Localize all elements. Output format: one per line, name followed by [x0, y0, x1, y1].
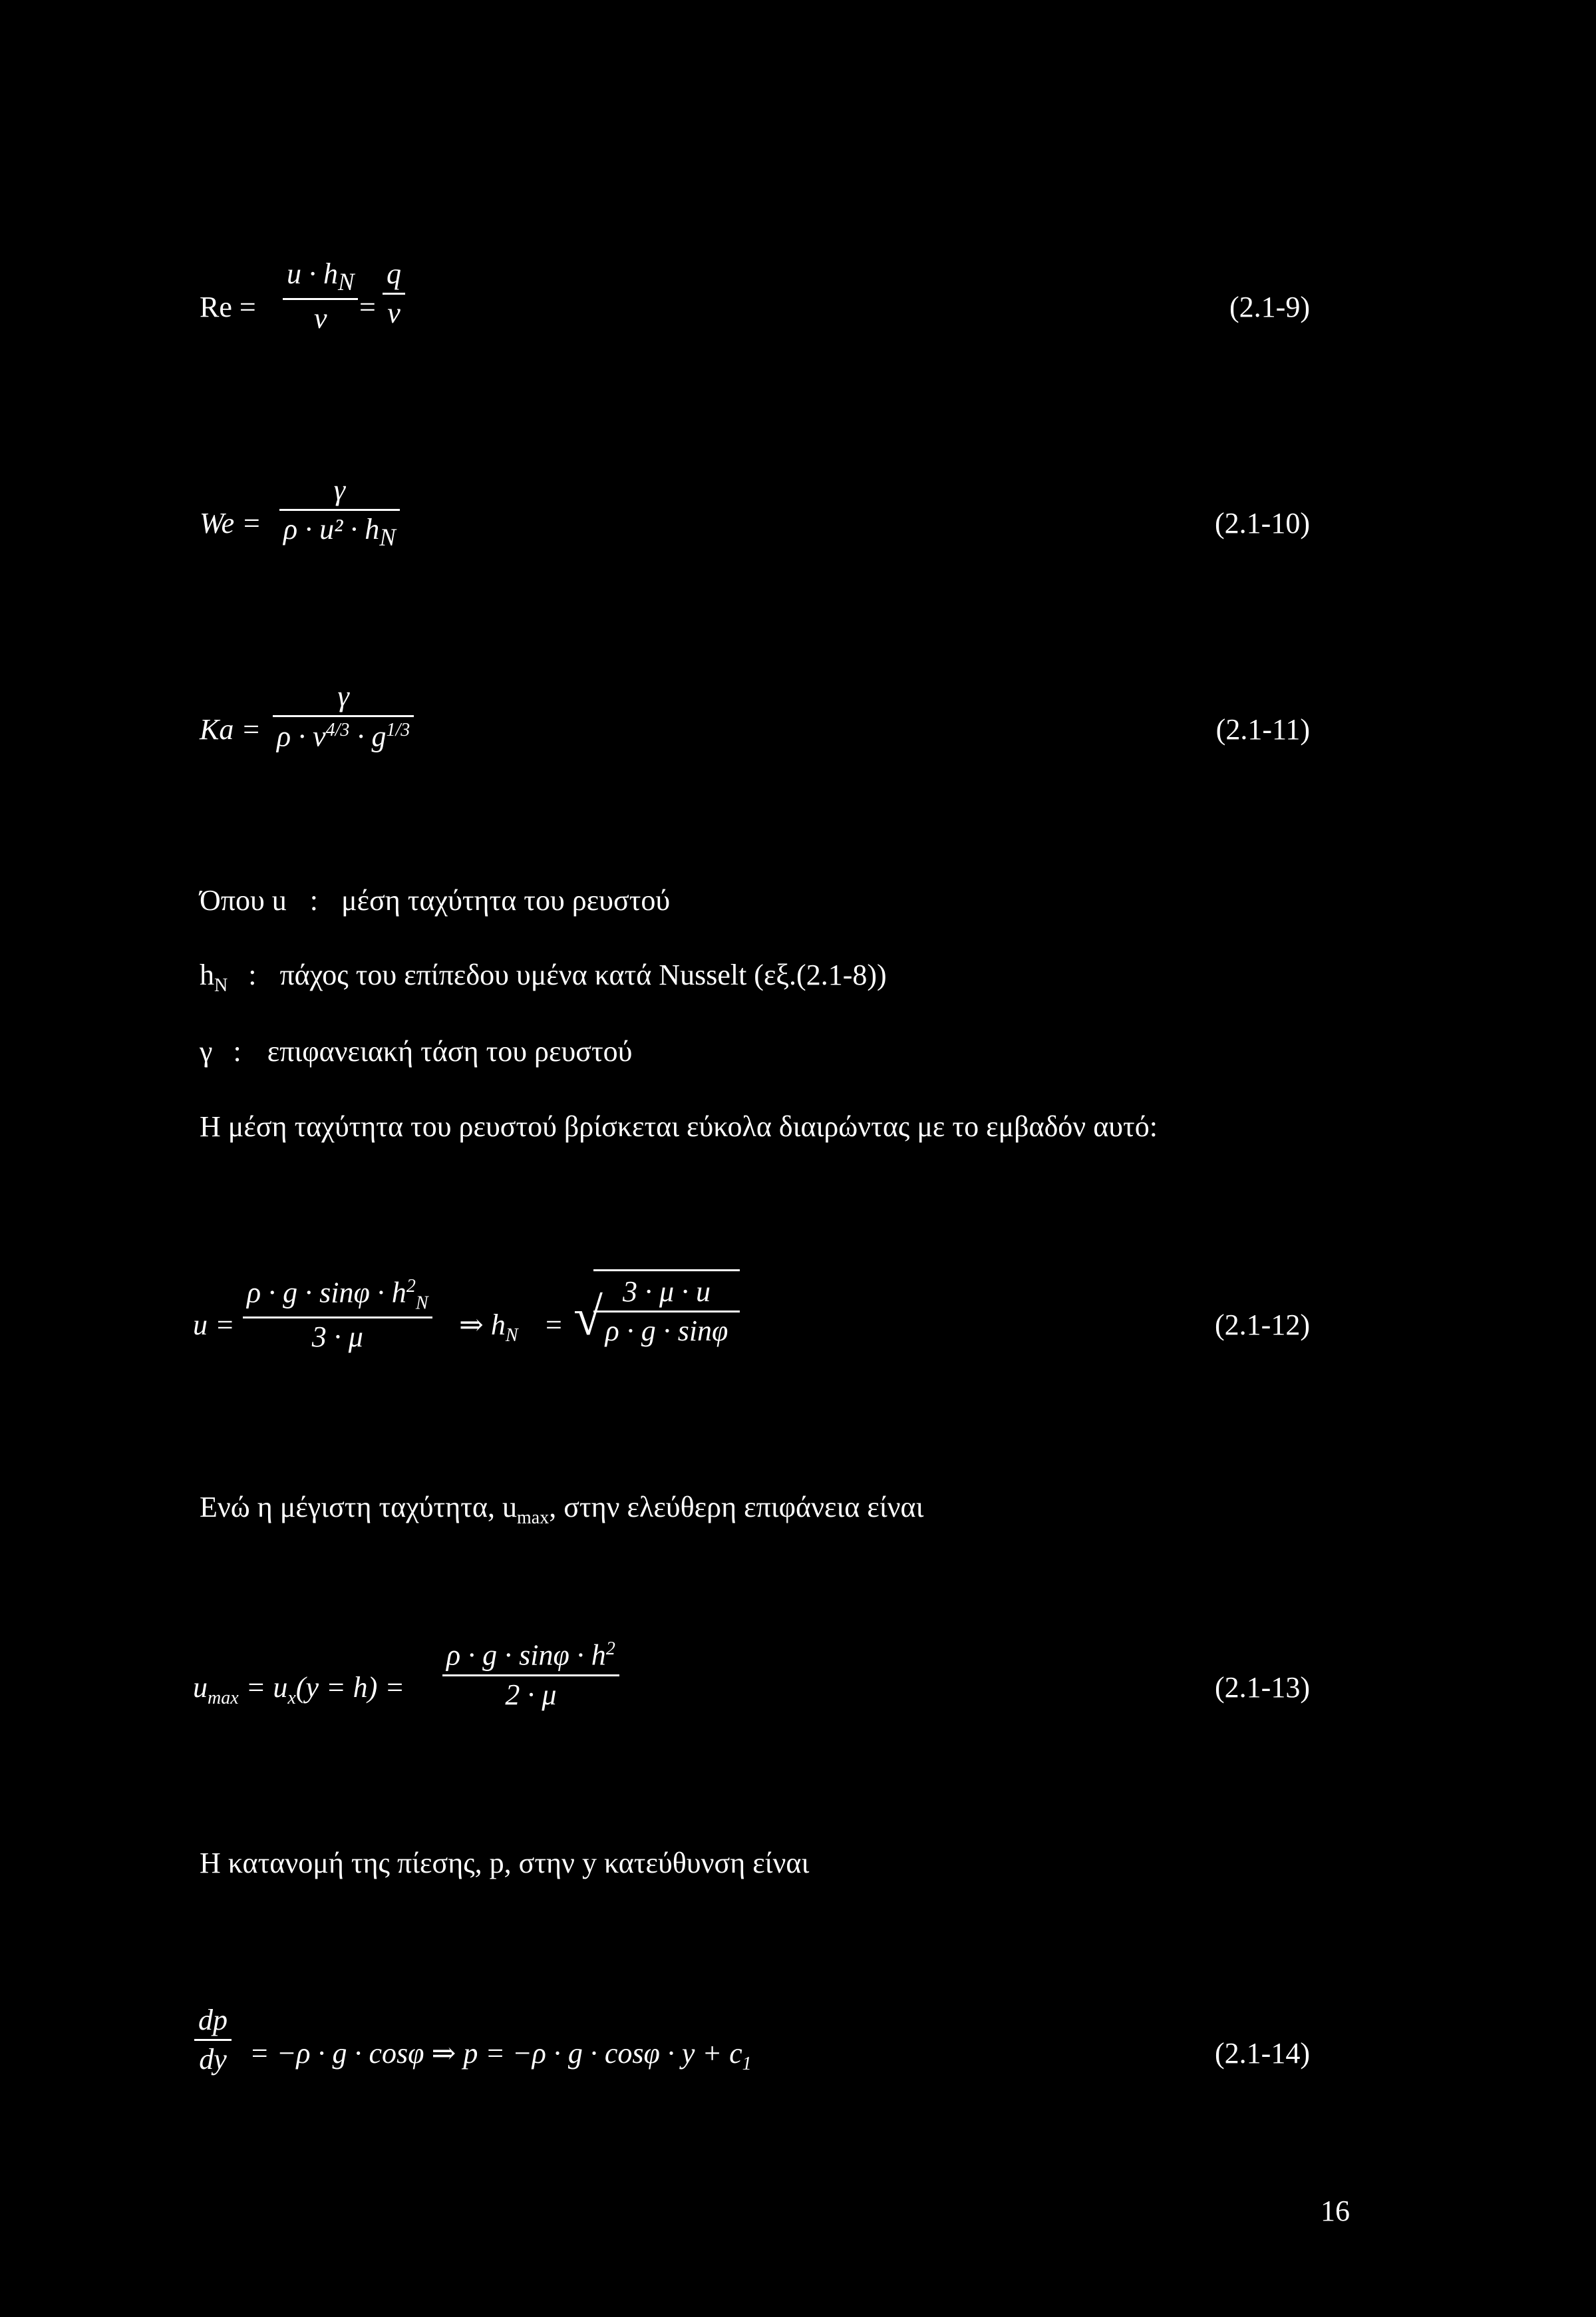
paragraph-mean-velocity: Η μέση ταχύτητα του ρευστού βρίσκεται εύκολα διαιρώντας με το εμβαδόν αυτό:	[200, 1110, 1158, 1143]
paragraph-pressure: Η κατανομή της πίεσης, p, στην y κατεύθυνση είναι	[200, 1847, 810, 1879]
equation-number: (2.1-14)	[1215, 2037, 1310, 2070]
fraction-bar	[194, 2039, 232, 2041]
kapitza-lhs: Ka =	[200, 713, 261, 746]
kapitza-fraction: γ $\rho \cdot \nu^{4/3} \cdot g^{1/3}$	[273, 682, 414, 752]
reynolds-fraction-2: q ν	[383, 259, 405, 328]
definition-gamma: γ : επιφανειακή τάση του ρευστού	[200, 1035, 633, 1068]
equation-number: (2.1-12)	[1215, 1309, 1310, 1341]
equation-number: (2.1-10)	[1215, 507, 1310, 540]
definition-hn: $h_N$ : πάχος του επίπεδου υμένα κατά Nusselt (εξ.(2.1-8))	[200, 959, 887, 996]
mean-velocity-lhs: u =	[193, 1309, 235, 1341]
equation-number: (2.1-11)	[1215, 713, 1310, 746]
equation-number: (2.1-13)	[1215, 1671, 1310, 1704]
implies-arrow: ⇒ $h_N$	[459, 1309, 518, 1346]
sqrt-overline	[593, 1269, 740, 1271]
reynolds-lhs: Re =	[200, 291, 256, 323]
equation-number: (2.1-9)	[1229, 291, 1310, 323]
weber-lhs: We =	[200, 507, 261, 540]
fraction-bar	[243, 1316, 432, 1318]
paragraph-max-velocity: Ενώ η μέγιστη ταχύτητα, $u_{max}$, στην ελεύθερη επιφάνεια είναι	[200, 1491, 924, 1528]
dp-dy-fraction: dp dy	[194, 2006, 232, 2074]
sqrt-sign: √	[573, 1288, 603, 1346]
fraction-bar	[442, 1674, 619, 1676]
pressure-rhs: = −ρ · g · cosφ ⇒ $p = -\rho \cdot g \cdot \cos\varphi \cdot y + c_1$	[249, 2037, 752, 2074]
fraction-bar	[279, 509, 400, 511]
max-velocity-fraction: $\rho \cdot g \cdot \sin\varphi \cdot h^2$ 2 · μ	[442, 1640, 619, 1710]
fraction-bar	[283, 298, 358, 300]
sqrt-fraction: 3 · μ · u ρ · g · sinφ	[593, 1277, 740, 1346]
weber-fraction: γ $\rho \cdot u^2 \cdot h_N$	[279, 476, 400, 549]
fraction-bar	[273, 715, 414, 717]
fraction-bar	[593, 1311, 740, 1313]
fraction-bar	[383, 293, 405, 295]
definition-u: Όπου u : μέση ταχύτητα του ρευστού	[200, 884, 671, 917]
max-velocity-lhs: $u_{max} = u_x(y = h)$ =	[193, 1671, 405, 1708]
reynolds-fraction-1: $u \cdot h_N$ ν	[283, 259, 358, 333]
mean-velocity-fraction: $\rho \cdot g \cdot \sin\varphi \cdot h^2_N$ 3 · μ	[243, 1277, 432, 1352]
page-number: 16	[1321, 2195, 1350, 2227]
